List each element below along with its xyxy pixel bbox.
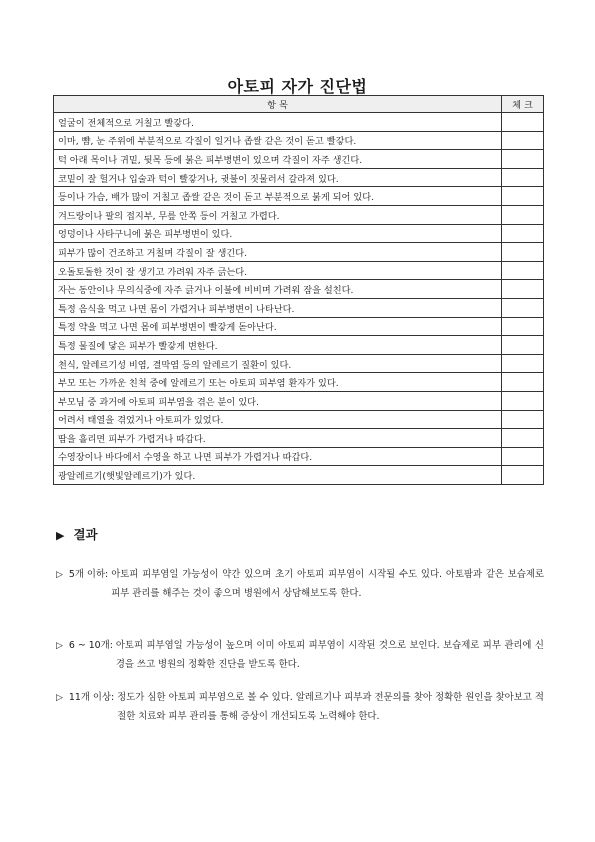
result-range: 6 ~ 10개: — [68, 640, 113, 651]
check-cell[interactable] — [502, 466, 544, 485]
table-header-row — [54, 96, 544, 113]
symptom-cell: 땀을 흘리면 피부가 가렵거나 따갑다. — [54, 429, 502, 448]
table-row — [54, 298, 544, 317]
table-row — [54, 373, 544, 392]
self-diagnosis-table — [53, 95, 544, 485]
check-cell[interactable] — [502, 354, 544, 373]
check-cell[interactable] — [502, 205, 544, 224]
table-row — [54, 168, 544, 187]
symptom-cell: 특정 약을 먹고 나면 몸에 피부병변이 빨갛게 돋아난다. — [54, 317, 502, 336]
table-row — [54, 391, 544, 410]
check-cell[interactable] — [502, 280, 544, 299]
table-row — [54, 131, 544, 150]
table-row — [54, 447, 544, 466]
symptom-cell: 천식, 알레르기성 비염, 결막염 등의 알레르기 질환이 있다. — [54, 354, 502, 373]
symptom-cell: 피부가 많이 건조하고 거칠며 각질이 잘 생긴다. — [54, 243, 502, 262]
result-text: 아토피 피부염일 가능성이 약간 있으며 초기 아토피 피부염이 시작될 수도 있다. 아토팜과 같은 보습제로 피부 관리를 해주는 것이 좋으며 병원에서 상담해보도록 한다. — [111, 569, 544, 599]
check-cell[interactable] — [502, 391, 544, 410]
table-row — [54, 429, 544, 448]
table-row — [54, 113, 544, 132]
table-row — [54, 336, 544, 355]
check-cell[interactable] — [502, 187, 544, 206]
symptom-cell: 특정 음식을 먹고 나면 몸이 가렵거나 피부병변이 나타난다. — [54, 298, 502, 317]
check-cell[interactable] — [502, 243, 544, 262]
symptom-cell: 자는 동안이나 무의식중에 자주 긁거나 이불에 비비며 가려워 잠을 설친다. — [54, 280, 502, 299]
page-title: 아토피 자가 진단법 — [227, 77, 368, 96]
column-header-item: 항 목 — [54, 96, 502, 113]
table-row — [54, 317, 544, 336]
check-cell[interactable] — [502, 113, 544, 132]
symptom-cell: 어려서 태열을 겪었거나 아토피가 있었다. — [54, 410, 502, 429]
check-cell[interactable] — [502, 261, 544, 280]
symptom-cell: 부모 또는 가까운 친척 중에 알레르기 또는 아토피 피부염 환자가 있다. — [54, 373, 502, 392]
check-cell[interactable] — [502, 373, 544, 392]
result-item — [56, 637, 544, 674]
symptom-cell: 수영장이나 바다에서 수영을 하고 나면 피부가 가렵거나 따갑다. — [54, 447, 502, 466]
symptom-cell: 얼굴이 전체적으로 거칠고 빨갛다. — [54, 113, 502, 132]
symptom-cell: 엉덩이나 사타구니에 붉은 피부병변이 있다. — [54, 224, 502, 243]
result-item — [56, 689, 544, 726]
table-row — [54, 261, 544, 280]
table-row — [54, 243, 544, 262]
check-cell[interactable] — [502, 317, 544, 336]
result-range: 5개 이하: — [68, 569, 109, 580]
column-header-check: 체 크 — [502, 96, 544, 113]
check-cell[interactable] — [502, 168, 544, 187]
table-row — [54, 280, 544, 299]
check-cell[interactable] — [502, 150, 544, 169]
symptom-cell: 특정 물질에 닿은 피부가 빨갛게 변한다. — [54, 336, 502, 355]
result-item — [56, 566, 544, 603]
check-cell[interactable] — [502, 410, 544, 429]
triangle-marker-icon: ▶ — [56, 529, 65, 542]
result-heading — [56, 525, 98, 543]
table-row — [54, 150, 544, 169]
bullet-triangle-icon: ▷ — [56, 641, 63, 651]
bullet-triangle-icon: ▷ — [56, 693, 63, 703]
table-body — [54, 113, 544, 485]
table-row — [54, 466, 544, 485]
table-row — [54, 354, 544, 373]
check-cell[interactable] — [502, 298, 544, 317]
check-cell[interactable] — [502, 429, 544, 448]
check-cell[interactable] — [502, 224, 544, 243]
table-row — [54, 187, 544, 206]
symptom-cell: 등이나 가슴, 배가 많이 거칠고 좁쌀 같은 것이 돋고 부분적으로 붉게 되어 있다. — [54, 187, 502, 206]
check-cell[interactable] — [502, 336, 544, 355]
check-cell[interactable] — [502, 131, 544, 150]
table-row — [54, 205, 544, 224]
table-row — [54, 224, 544, 243]
result-range: 11개 이상: — [68, 692, 115, 703]
symptom-cell: 턱 아래 목이나 귀밑, 뒷목 등에 붉은 피부병변이 있으며 각질이 자주 생긴다. — [54, 150, 502, 169]
symptom-cell: 광알레르기(햇빛알레르기)가 있다. — [54, 466, 502, 485]
result-heading-text: 결과 — [73, 527, 98, 542]
symptom-cell: 오돌토돌한 것이 잘 생기고 가려워 자주 긁는다. — [54, 261, 502, 280]
symptom-cell: 부모님 중 과거에 아토피 피부염을 겪은 분이 있다. — [54, 391, 502, 410]
table-row — [54, 410, 544, 429]
result-text: 정도가 심한 아토피 피부염으로 볼 수 있다. 알레르기나 피부과 전문의를 찾아 정확한 원인을 찾아보고 적절한 치료와 피부 관리를 통해 증상이 개선되도록 노력해야 한다. — [117, 692, 544, 722]
symptom-cell: 이마, 뺨, 눈 주위에 부분적으로 각질이 일거나 좁쌀 같은 것이 돋고 빨갛다. — [54, 131, 502, 150]
bullet-triangle-icon: ▷ — [56, 570, 63, 580]
check-cell[interactable] — [502, 447, 544, 466]
symptom-cell: 코밑이 잘 헐거나 입술과 턱이 빨갛거나, 귓불이 짓물러서 갈라져 있다. — [54, 168, 502, 187]
result-text: 아토피 피부염일 가능성이 높으며 이미 아토피 피부염이 시작된 것으로 보인다. 보습제로 피부 관리에 신경을 쓰고 병원의 정확한 진단을 받도록 한다. — [115, 640, 544, 670]
symptom-cell: 겨드랑이나 팔의 접지부, 무릎 안쪽 등이 거칠고 가렵다. — [54, 205, 502, 224]
